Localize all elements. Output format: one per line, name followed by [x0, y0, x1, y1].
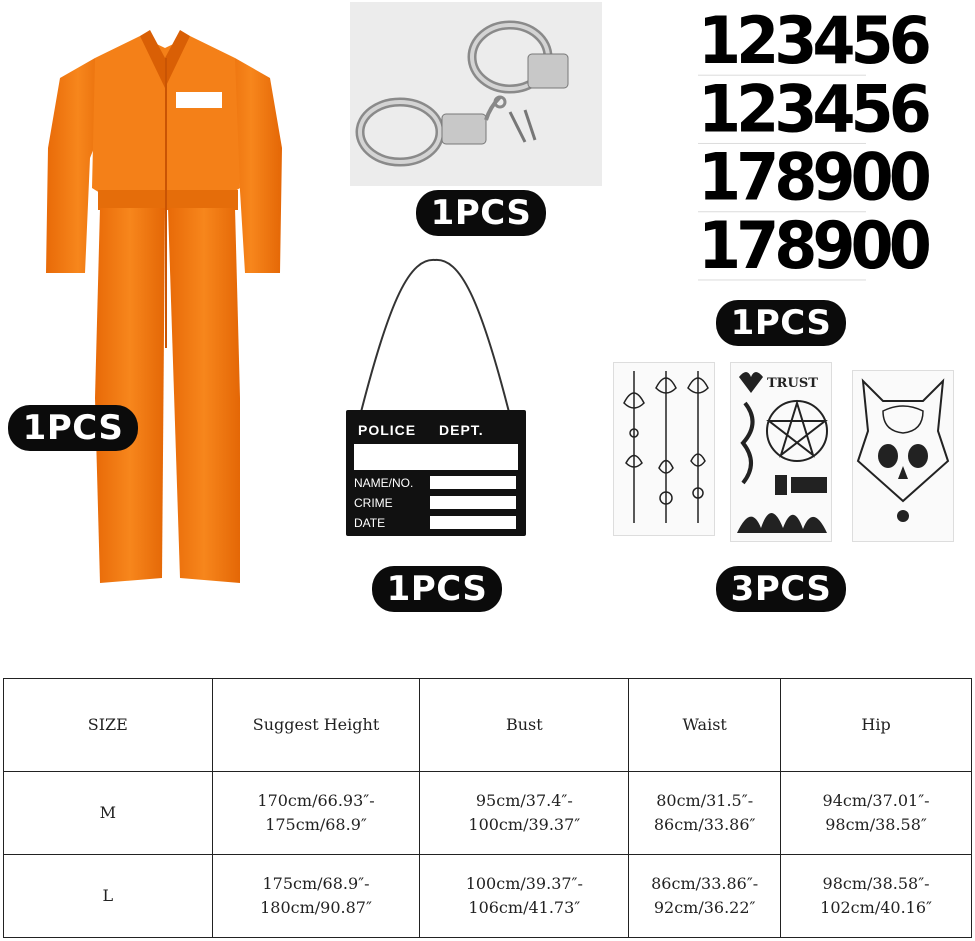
sign-quantity-badge: 1PCS	[372, 566, 502, 612]
number-sticker-row: 178900	[698, 206, 927, 284]
table-row	[4, 855, 972, 938]
number-sticker-row: 123456	[698, 70, 927, 148]
sign-hanging-cord	[350, 258, 520, 418]
number-sticker-row: 178900	[698, 138, 927, 216]
sign-label-name: NAME/NO.	[354, 475, 414, 490]
tattoo-sheet-owl-skull	[852, 370, 954, 542]
handcuffs-image-panel	[350, 2, 602, 186]
header-suggest-height: Suggest Height	[212, 679, 420, 772]
cell-height: 175cm/68.9″- 180cm/90.87″	[212, 855, 420, 938]
tattoo-sheet-pentagram	[730, 362, 832, 542]
sign-label-crime: CRIME	[354, 495, 393, 510]
header-size: SIZE	[4, 679, 213, 772]
header-bust: Bust	[420, 679, 629, 772]
pentagram-tattoo-icon	[731, 363, 831, 541]
cell-hip: 94cm/37.01″- 98cm/38.58″	[781, 772, 972, 855]
floral-tattoo-icon	[614, 363, 714, 535]
tattoo-trust-text: TRUST	[767, 376, 818, 391]
cell-size: L	[4, 855, 213, 938]
table-header-row	[4, 679, 972, 772]
cell-bust: 100cm/39.37″- 106cm/41.73″	[420, 855, 629, 938]
cell-size: M	[4, 772, 213, 855]
cell-waist: 86cm/33.86″- 92cm/36.22″	[629, 855, 781, 938]
owl-skull-tattoo-icon	[853, 371, 953, 541]
header-waist: Waist	[629, 679, 781, 772]
sign-title-police: POLICE	[358, 422, 417, 438]
tattoos-quantity-badge: 3PCS	[716, 566, 846, 612]
cell-waist: 80cm/31.5″- 86cm/33.86″	[629, 772, 781, 855]
size-chart-table	[3, 678, 972, 938]
number-sticker-row: 123456	[698, 2, 927, 79]
number-stickers	[698, 2, 927, 284]
handcuffs-icon	[350, 2, 602, 186]
police-dept-sign	[346, 410, 526, 536]
sign-blank-line	[354, 444, 518, 470]
orange-jumpsuit-image	[40, 18, 290, 590]
sign-label-date: DATE	[354, 515, 386, 530]
sign-title-dept: DEPT.	[439, 422, 484, 438]
jumpsuit-quantity-badge: 1PCS	[8, 405, 138, 451]
table-row	[4, 772, 972, 855]
cell-bust: 95cm/37.4″- 100cm/39.37″	[420, 772, 629, 855]
handcuffs-quantity-badge: 1PCS	[416, 190, 546, 236]
tattoo-sheet-floral	[613, 362, 715, 536]
cell-height: 170cm/66.93″- 175cm/68.9″	[212, 772, 420, 855]
cell-hip: 98cm/38.58″- 102cm/40.16″	[781, 855, 972, 938]
header-hip: Hip	[781, 679, 972, 772]
number-stickers-quantity-badge: 1PCS	[716, 300, 846, 346]
